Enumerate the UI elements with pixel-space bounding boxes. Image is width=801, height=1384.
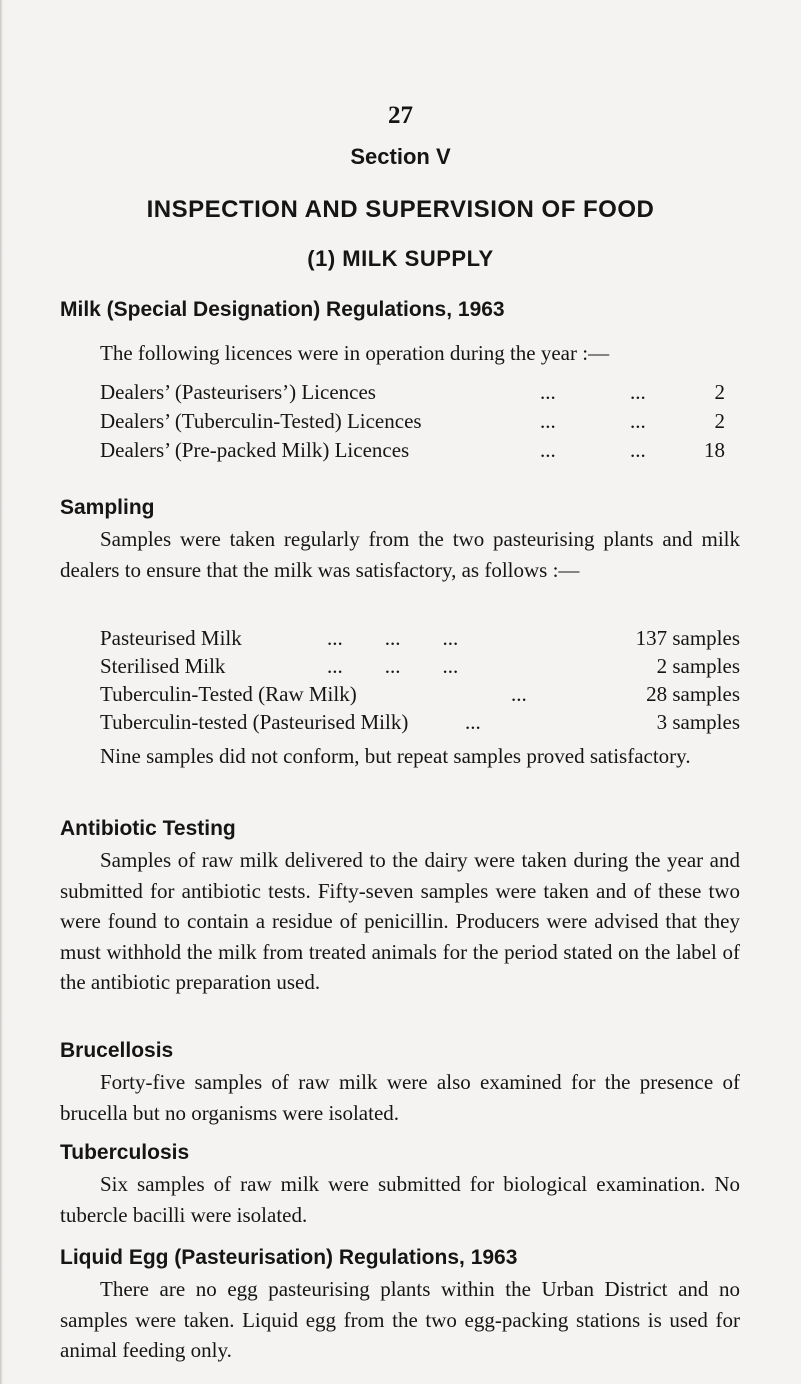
- subsection-title: (1) MILK SUPPLY: [307, 246, 494, 271]
- sample-label: Tuberculin-Tested (Raw Milk): [100, 682, 357, 706]
- licence-row: [100, 380, 725, 406]
- sample-count: 137 samples: [635, 626, 740, 650]
- leader-dots: ...: [630, 409, 646, 433]
- sample-label: Tuberculin-tested (Pasteurised Milk): [100, 710, 409, 734]
- antibiotic-heading: Antibiotic Testing: [60, 817, 236, 840]
- brucellosis-paragraph: Forty-five samples of raw milk were also examined for the presence of brucella but no organisms were isolated.: [60, 1070, 740, 1125]
- leader-dots: ...: [630, 438, 646, 462]
- sample-count: 2 samples: [656, 654, 740, 678]
- tuberculosis-heading: Tuberculosis: [60, 1141, 190, 1164]
- liquid-egg-paragraph: There are no egg pasteurising plants within the Urban District and no samples were taken. Liquid egg from the two egg-packing stations is used for animal feeding only.: [60, 1277, 740, 1362]
- licence-row: [100, 438, 725, 464]
- sample-row: [100, 654, 740, 680]
- licence-label: Dealers’ (Tuberculin-Tested) Licences: [100, 409, 422, 433]
- milk-regulations-heading: Milk (Special Designation) Regulations, 1963: [60, 298, 505, 321]
- sample-row: [100, 710, 740, 736]
- leader-dots: ...: [511, 682, 527, 706]
- leader-dots: ...: [540, 409, 556, 433]
- tuberculosis-paragraph: Six samples of raw milk were submitted for biological examination. No tubercle bacilli were isolated.: [60, 1172, 740, 1227]
- leader-dots: ...: [465, 710, 481, 734]
- sample-count: 3 samples: [656, 710, 740, 734]
- licence-count: 2: [714, 380, 725, 404]
- sample-row: [100, 682, 740, 708]
- leader-dots: ... ... ...: [327, 654, 459, 678]
- licence-count: 2: [714, 409, 725, 433]
- section-title: Section V: [350, 144, 451, 169]
- antibiotic-paragraph: Samples of raw milk delivered to the dairy were taken during the year and submitted for antibiotic tests. Fifty-seven samples were taken and of these two were found to contain a residue of penicillin. Producers were advised that they must withhold the milk from treated animals for the period stated on the label of the antibiotic preparation used.: [60, 848, 740, 994]
- page-number: 27: [388, 102, 413, 129]
- milk-regulations-intro: The following licences were in operation during the year :—: [100, 341, 610, 365]
- sampling-note: Nine samples did not conform, but repeat samples proved satisfactory.: [100, 744, 691, 768]
- sample-label: Pasteurised Milk: [100, 626, 242, 650]
- sampling-paragraph: Samples were taken regularly from the two pasteurising plants and milk dealers to ensure that the milk was satisfactory, as follows :—: [60, 527, 740, 582]
- licence-row: [100, 409, 725, 435]
- leader-dots: ...: [630, 380, 646, 404]
- page-title: INSPECTION AND SUPERVISION OF FOOD: [146, 196, 655, 223]
- leader-dots: ...: [540, 438, 556, 462]
- sample-label: Sterilised Milk: [100, 654, 226, 678]
- licence-label: Dealers’ (Pasteurisers’) Licences: [100, 380, 376, 404]
- leader-dots: ...: [540, 380, 556, 404]
- brucellosis-heading: Brucellosis: [60, 1039, 174, 1062]
- leader-dots: ... ... ...: [327, 626, 459, 650]
- licence-count: 18: [704, 438, 725, 462]
- licence-label: Dealers’ (Pre-packed Milk) Licences: [100, 438, 410, 462]
- sampling-heading: Sampling: [60, 496, 155, 519]
- sample-count: 28 samples: [646, 682, 740, 706]
- sample-row: [100, 626, 740, 652]
- liquid-egg-heading: Liquid Egg (Pasteurisation) Regulations, 1963: [60, 1246, 518, 1269]
